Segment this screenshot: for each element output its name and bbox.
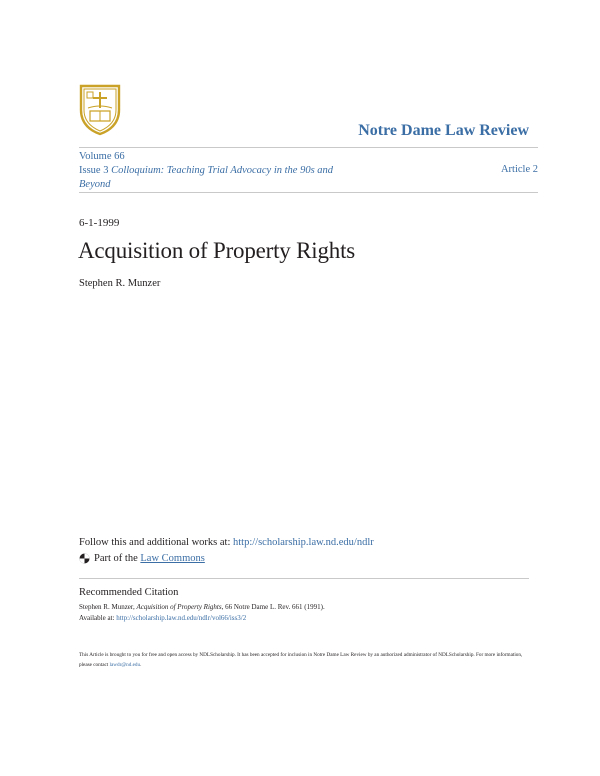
citation-line bbox=[79, 602, 519, 613]
contact-email-link[interactable]: lawdr@nd.edu bbox=[109, 662, 141, 668]
issue-label[interactable] bbox=[79, 164, 339, 192]
citation-divider bbox=[79, 578, 529, 579]
article-title: Acquisition of Property Rights bbox=[78, 238, 356, 263]
notice-text: This Article is brought to you for free and open access by NDLScholarship. It has been accepted for inclusion in Notre Dame Law Review by an authorized administrator of NDLScholarship. For more information, please contact bbox=[79, 652, 523, 668]
follow-link[interactable]: http://scholarship.law.nd.edu/ndlr bbox=[233, 537, 374, 548]
access-notice bbox=[79, 650, 524, 670]
volume-label[interactable]: Volume 66 bbox=[79, 151, 125, 162]
issue-prefix[interactable]: Issue 3 bbox=[79, 165, 109, 176]
notice-end: . bbox=[140, 662, 142, 668]
available-line bbox=[79, 613, 519, 624]
citation-rest: , 66 Notre Dame L. Rev. 661 (1991). bbox=[221, 603, 325, 611]
notre-dame-shield-logo bbox=[79, 84, 121, 136]
article-label[interactable]: Article 2 bbox=[500, 164, 538, 175]
header-divider bbox=[79, 147, 538, 148]
issue-title[interactable]: Colloquium: Teaching Trial Advocacy in the 90s and Beyond bbox=[79, 165, 334, 190]
recommended-citation-heading: Recommended Citation bbox=[79, 587, 179, 598]
follow-line bbox=[79, 537, 374, 548]
journal-name[interactable]: Notre Dame Law Review bbox=[358, 122, 529, 139]
author-name: Stephen R. Munzer bbox=[79, 278, 161, 289]
follow-text: Follow this and additional works at: bbox=[79, 537, 233, 548]
part-of-text: Part of the bbox=[94, 553, 138, 564]
law-commons-link[interactable]: Law Commons bbox=[140, 553, 205, 564]
publication-date: 6-1-1999 bbox=[79, 217, 120, 229]
available-link[interactable]: http://scholarship.law.nd.edu/ndlr/vol66/iss3/2 bbox=[116, 614, 247, 622]
bepress-logo-icon bbox=[79, 553, 90, 564]
citation-author: Stephen R. Munzer, bbox=[79, 603, 137, 611]
available-label: Available at: bbox=[79, 614, 117, 622]
volume-issue-info[interactable] bbox=[79, 150, 339, 192]
citation-text bbox=[79, 602, 519, 624]
part-of-line bbox=[79, 553, 205, 564]
citation-title: Acquisition of Property Rights bbox=[136, 603, 222, 611]
volume-divider bbox=[79, 192, 538, 193]
